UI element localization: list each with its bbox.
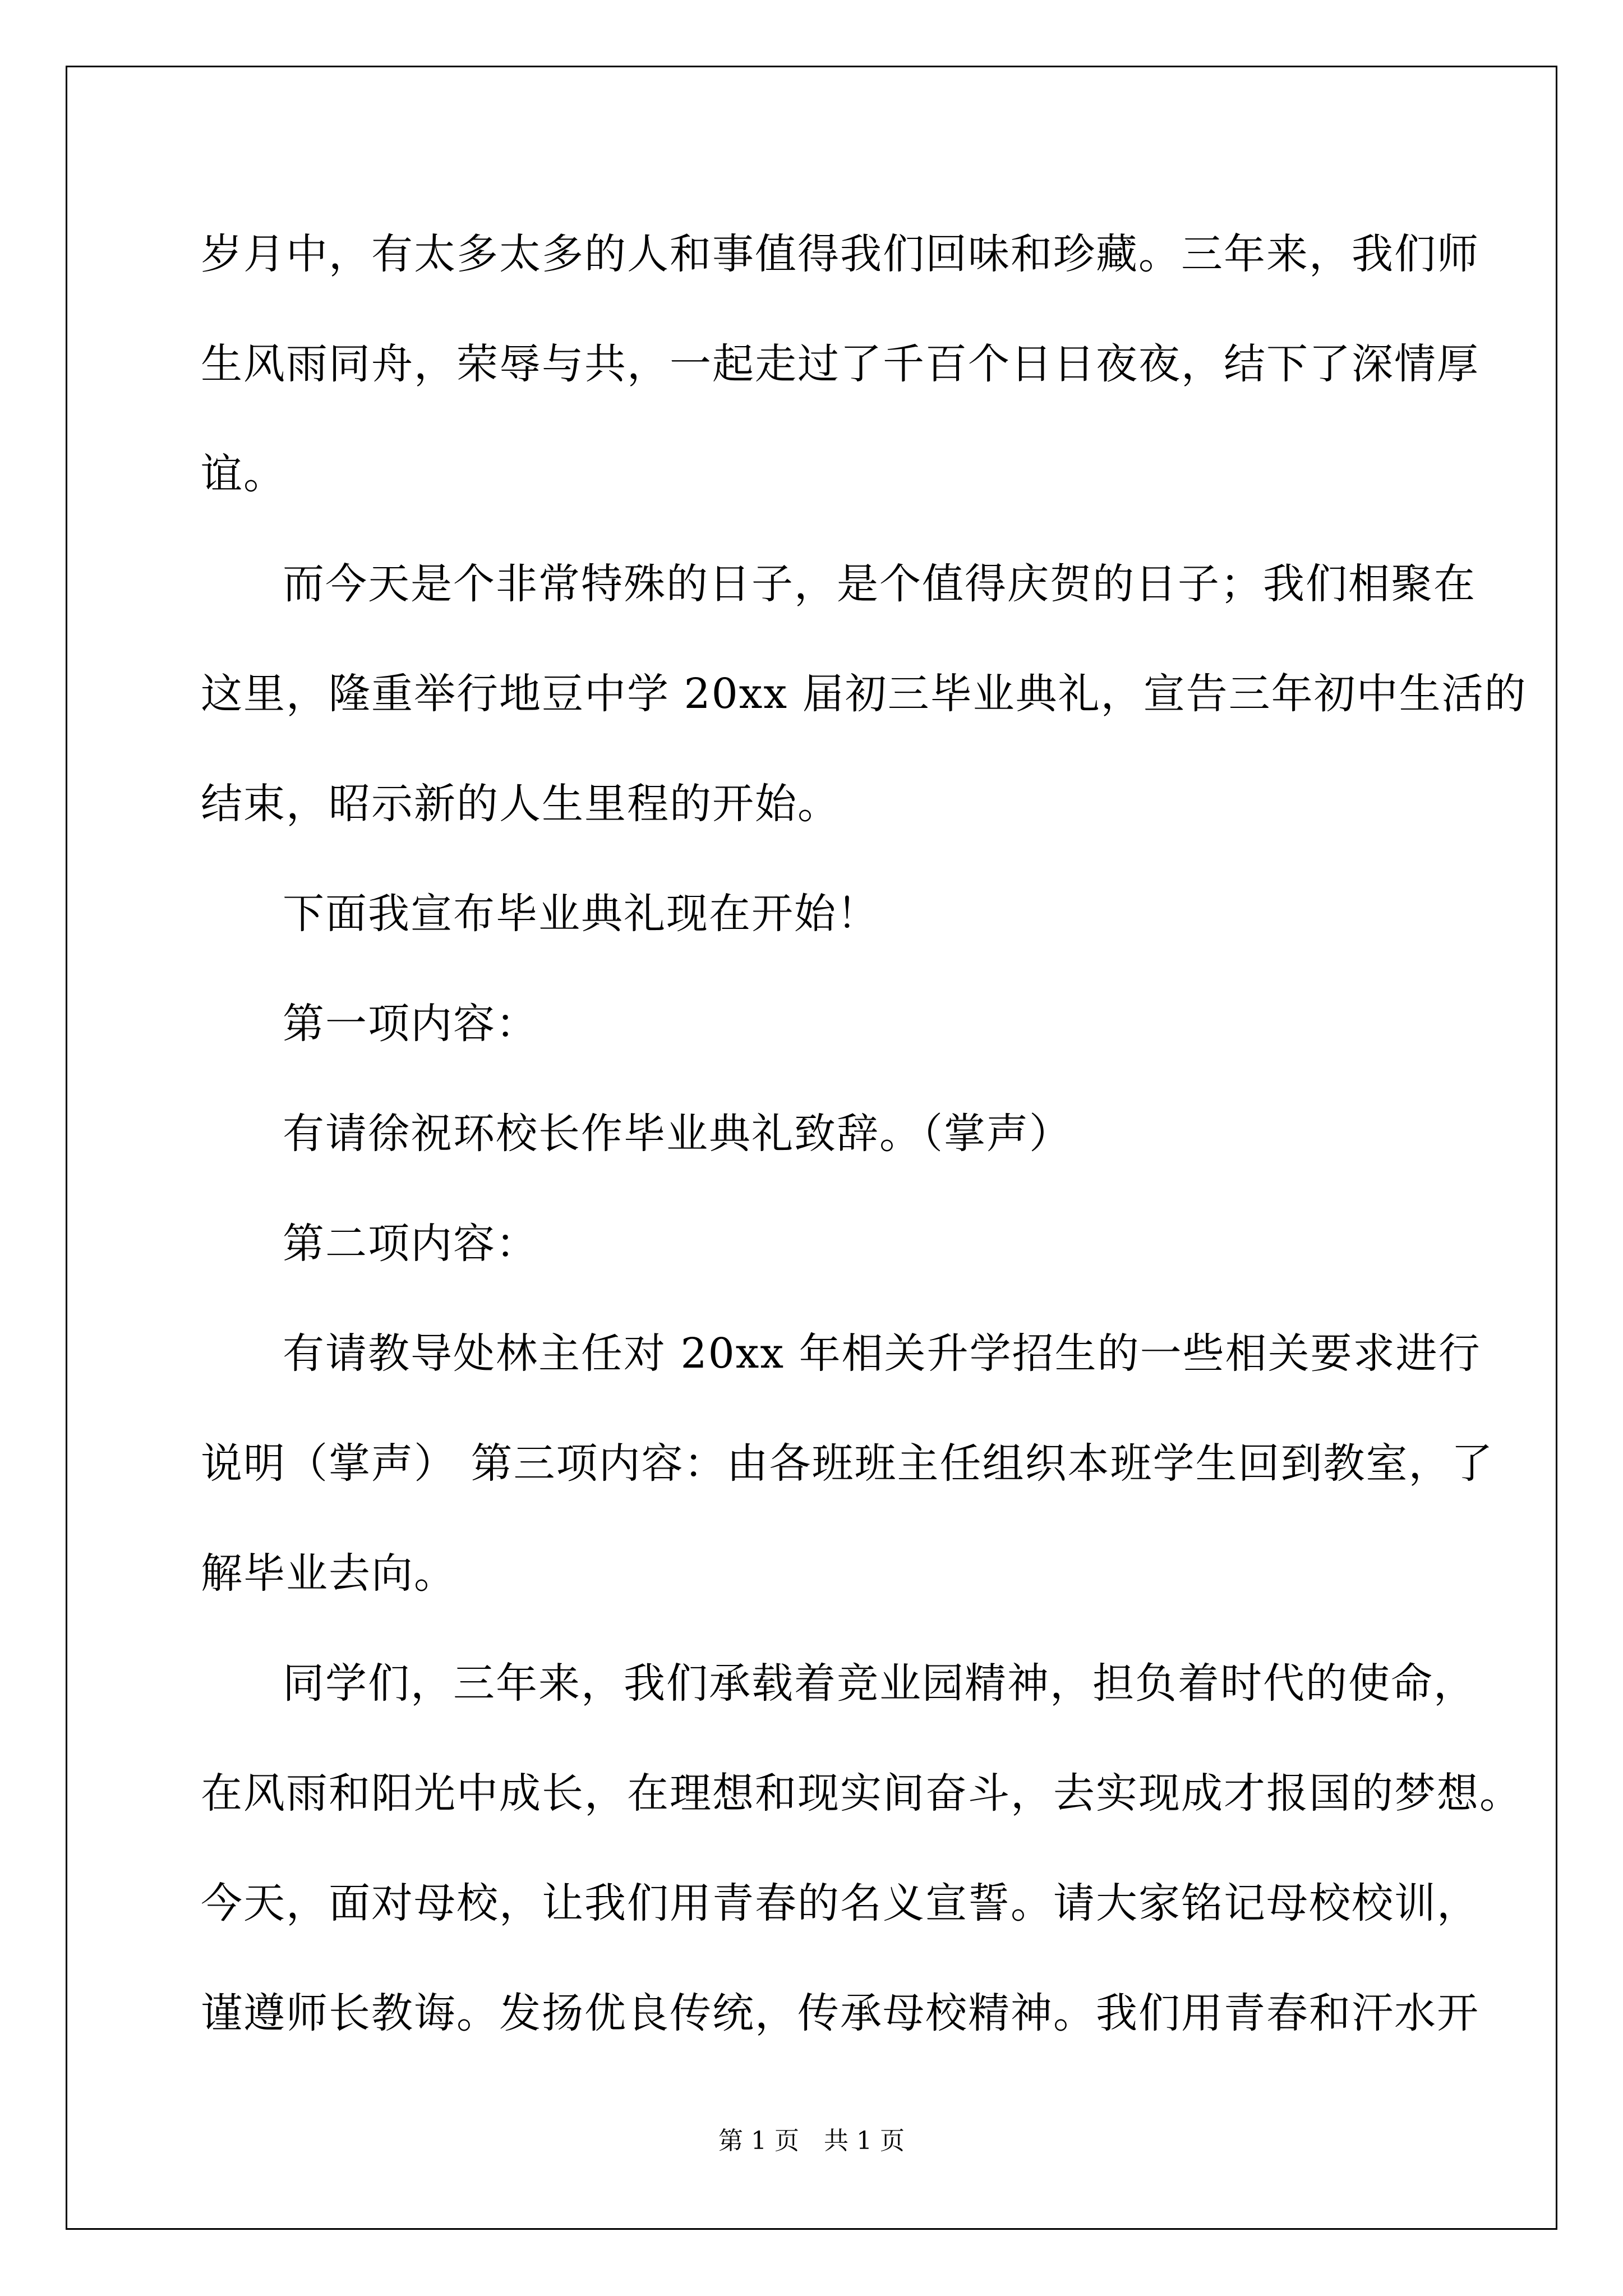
text-line: 今天，面对母校，让我们用青春的名义宣誓。请大家铭记母校校训， bbox=[201, 1879, 1479, 1927]
text-line: 说明（掌声） 第三项内容：由各班班主任组织本班学生回到教室，了 bbox=[201, 1439, 1494, 1488]
text-line: 有请徐祝环校长作毕业典礼致辞。（掌声） bbox=[283, 1110, 1072, 1158]
text-line: 第一项内容： bbox=[283, 1000, 538, 1048]
text-line: 同学们，三年来，我们承载着竞业园精神，担负着时代的使命， bbox=[283, 1659, 1476, 1708]
page-number: 第 1 页 共 1 页 bbox=[718, 2127, 905, 2155]
text-line: 岁月中，有太多太多的人和事值得我们回味和珍藏。三年来，我们师 bbox=[201, 230, 1479, 278]
text-line: 在风雨和阳光中成长，在理想和现实间奋斗，去实现成才报国的梦想。 bbox=[201, 1769, 1522, 1818]
text-line: 这里，隆重举行地豆中学 20xx 届初三毕业典礼，宣告三年初中生活的 bbox=[201, 670, 1527, 718]
text-line: 结束，昭示新的人生里程的开始。 bbox=[201, 780, 840, 828]
text-line: 谊。 bbox=[201, 450, 286, 498]
document-body bbox=[201, 199, 1527, 2068]
text-line: 解毕业去向。 bbox=[201, 1549, 457, 1598]
text-line: 下面我宣布毕业典礼现在开始！ bbox=[283, 890, 879, 938]
text-line: 有请教导处林主任对 20xx 年相关升学招生的一些相关要求进行 bbox=[283, 1329, 1481, 1378]
text-line: 而今天是个非常特殊的日子，是个值得庆贺的日子；我们相聚在 bbox=[283, 560, 1476, 608]
text-line: 第二项内容： bbox=[283, 1220, 538, 1268]
text-line: 生风雨同舟，荣辱与共，一起走过了千百个日日夜夜，结下了深情厚 bbox=[201, 340, 1479, 388]
text-line: 谨遵师长教诲。发扬优良传统，传承母校精神。我们用青春和汗水开 bbox=[201, 1989, 1479, 2037]
